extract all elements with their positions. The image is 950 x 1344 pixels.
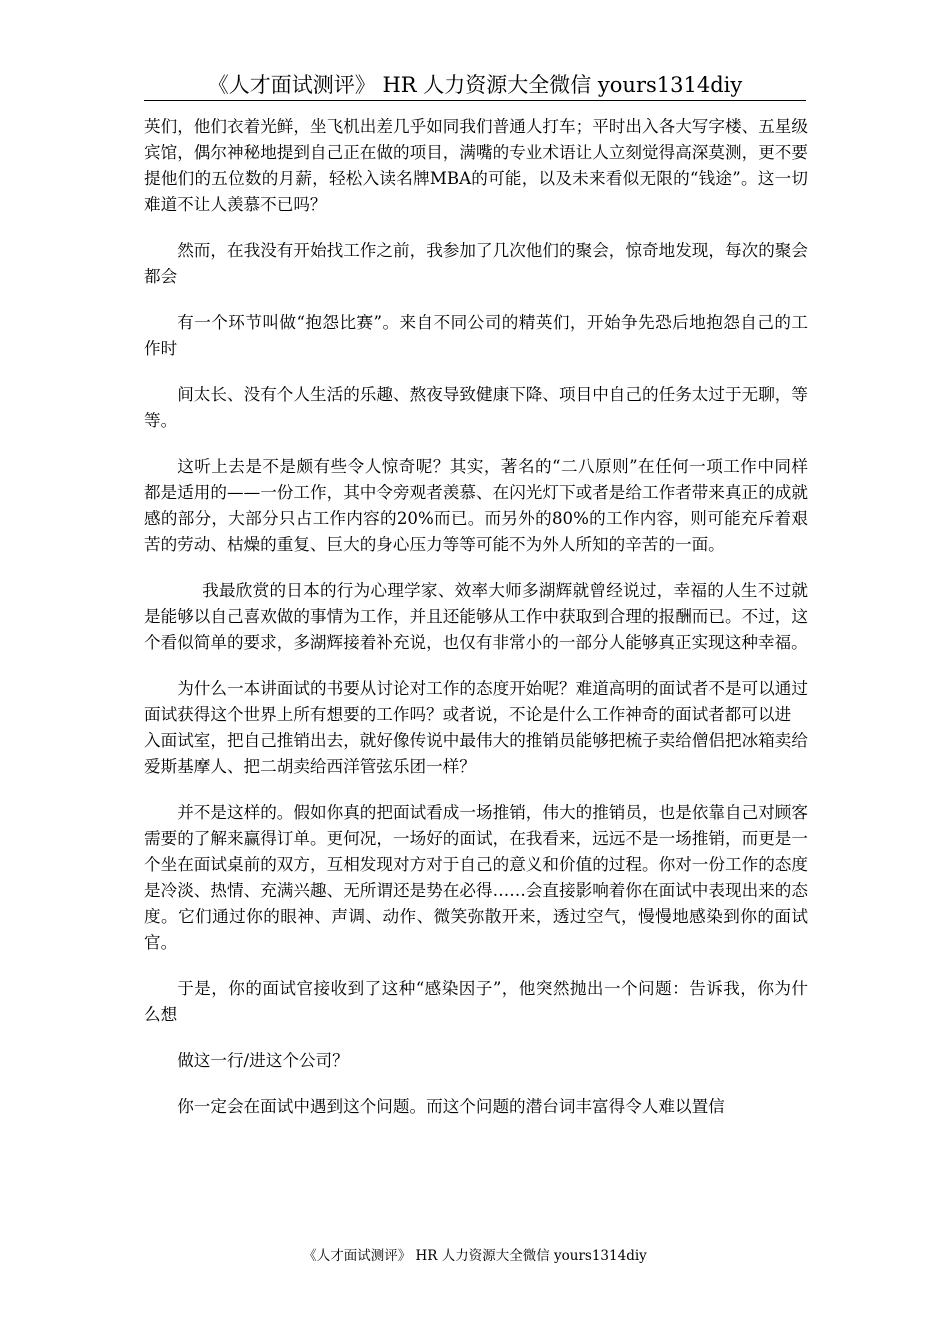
paragraph-11: 做这一行/进这个公司？ — [177, 1051, 349, 1070]
paragraph-2: 然而，在我没有开始找工作之前，我参加了几次他们的聚会，惊奇地发现，每次的聚会都会 — [144, 241, 808, 286]
page-footer: 《人才面试测评》 HR 人力资源大全微信 yours1314diy — [303, 1248, 647, 1264]
header-rule — [144, 100, 806, 101]
paragraph-8: 入面试室，把自己推销出去，就好像传说中最伟大的推销员能够把梳子卖给僧侣把冰箱卖给爱斯基摩人、把二胡卖给西洋管弦乐团一样？ — [144, 731, 808, 776]
page-header: 《人才面试测评》 HR 人力资源大全微信 yours1314diy — [207, 73, 743, 97]
paragraph-7: 为什么一本讲面试的书要从讨论对工作的态度开始呢？难道高明的面试者不是可以通过面试获得这个世界上所有想要的工作吗？或者说，不论是什么工作神奇的面试者都可以进 — [144, 679, 808, 724]
document-body — [144, 114, 808, 1140]
paragraph-1: 英们，他们衣着光鲜，坐飞机出差几乎如同我们普通人打车；平时出入各大写字楼、五星级宾馆，偶尔神秘地提到自己正在做的项目，满嘴的专业术语让人立刻觉得高深莫测，更不要提他们的五位数的月薪，轻松入读名牌MBA的可能，以及未来看似无限的“钱途”。这一切难道不让人羡慕不已吗？ — [144, 117, 808, 214]
paragraph-4: 间太长、没有个人生活的乐趣、熬夜导致健康下降、项目中自己的任务太过于无聊，等等。 — [144, 385, 808, 430]
paragraph-6: 我最欣赏的日本的行为心理学家、效率大师多湖辉就曾经说过，幸福的人生不过就是能够以自己喜欢做的事情为工作，并且还能够从工作中获取到合理的报酬而已。不过，这个看似简单的要求，多湖辉接着补充说，也仅有非常小的一部分人能够真正实现这种幸福。 — [144, 581, 808, 652]
paragraph-10: 于是，你的面试官接收到了这种“感染因子”，他突然抛出一个问题：告诉我，你为什么想 — [144, 979, 808, 1024]
paragraph-3: 有一个环节叫做“抱怨比赛”。来自不同公司的精英们，开始争先恐后地抱怨自己的工作时 — [144, 313, 808, 358]
paragraph-9: 并不是这样的。假如你真的把面试看成一场推销，伟大的推销员，也是依靠自己对顾客需要的了解来赢得订单。更何况，一场好的面试，在我看来，远远不是一场推销，而更是一个坐在面试桌前的双方，互相发现对方对于自己的意义和价值的过程。你对一份工作的态度是冷淡、热情、充满兴趣、无所谓还是势在必得……会直接影响着你在面试中表现出来的态度。它们通过你的眼神、声调、动作、微笑弥散开来，透过空气，慢慢地感染到你的面试官。 — [144, 803, 808, 952]
paragraph-5: 这听上去是不是颇有些令人惊奇呢？其实，著名的“二八原则”在任何一项工作中同样都是适用的——一份工作，其中令旁观者羡慕、在闪光灯下或者是给工作者带来真正的成就感的部分，大部分只占工作内容的20%而已。而另外的80%的工作内容，则可能充斥着艰苦的劳动、枯燥的重复、巨大的身心压力等等可能不为外人所知的辛苦的一面。 — [144, 457, 808, 554]
paragraph-12: 你一定会在面试中遇到这个问题。而这个问题的潜台词丰富得令人难以置信 — [177, 1097, 725, 1116]
